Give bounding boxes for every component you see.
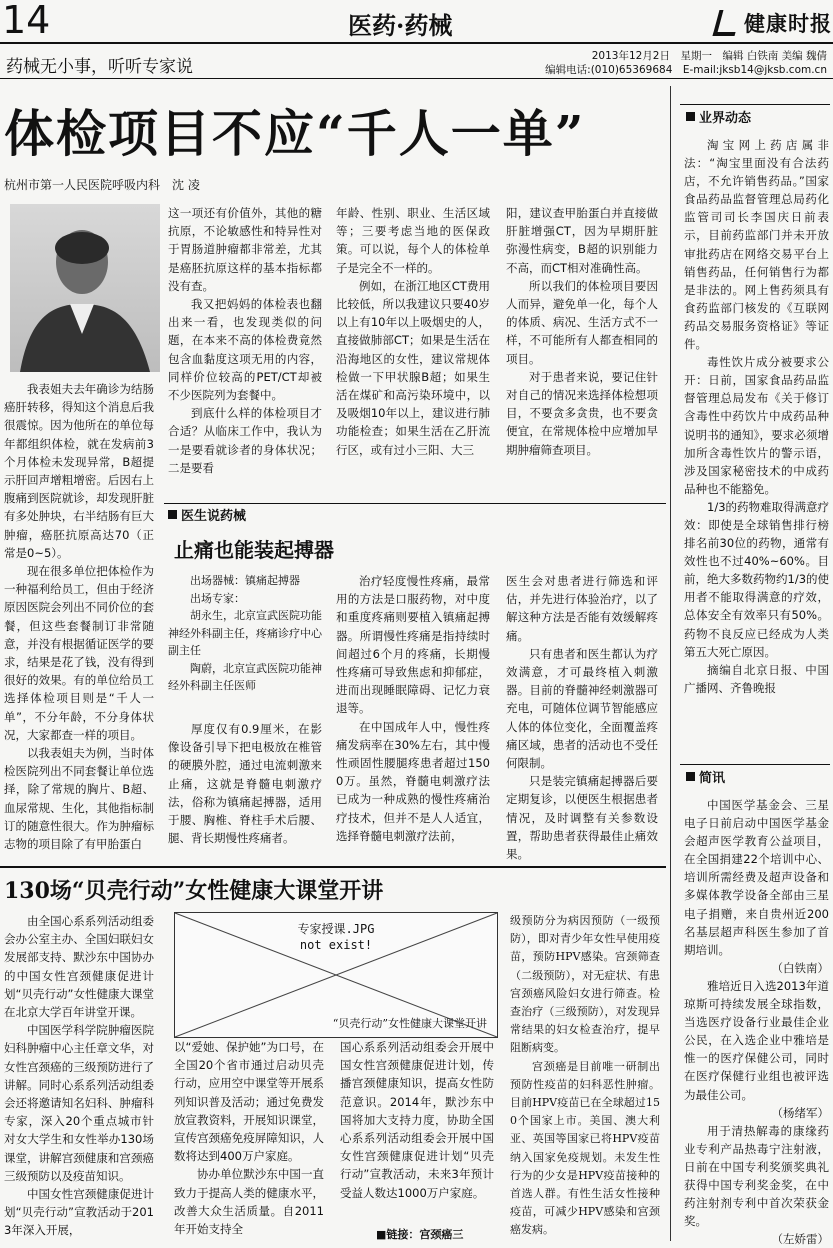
section-square-icon	[686, 112, 695, 121]
industry-item: 淘宝网上药店属非法：“淘宝里面没有合法药店，不允许销售药品。”国家食品药品监督管理总局药化监管司司长李国庆日前表示，目前药监部门并未开放审批药店在网络交易平台上销售药品，任何销售行为都是非法的。网上售药须具有食药监部门核发的《互联网药品交易服务资格证》等证件。	[684, 138, 829, 352]
contact-line: 编辑电话:(010)65369684 E-mail:jksb14@jksb.com.cn	[545, 64, 827, 76]
doctor-paragraph: 在中国成年人中，慢性疼痛发病率在30%左右，其中慢性顽固性腰腿疼患者超过1500万。虽然，脊髓电刺激疗法已成为一种成熟的慢性疼痛治疗技术，但并不是人人适宜，选择脊髓电刺激疗法前，	[336, 719, 490, 843]
doctor-headline: 止痛也能装起搏器	[174, 538, 334, 562]
shell-link-paragraph: 宫颈癌是目前唯一研制出预防性疫苗的妇科恶性肿瘤。目前HPV疫苗已在全球超过150个国家上市。美国、澳大利亚、英国等国家已将HPV疫苗纳入国家免疫规划。未发生性行为的少女是HPV疫苗接种的首选人群。有性生活女性接种疫苗，可减少HPV感染和宫颈癌发病。	[510, 1059, 660, 1237]
author-photo	[10, 204, 160, 372]
shell-column-2	[174, 1038, 324, 1242]
date-line: 2013年12月2日 星期一 编辑 白铁南 美编 魏倩	[591, 50, 827, 62]
link-label: ■链接：宫颈癌三	[376, 1228, 464, 1241]
industry-news	[684, 136, 829, 720]
section-square-icon	[168, 510, 177, 519]
shell-paragraph: 国心系系列活动组委会开展中国女性宫颈健康促进计划，传播宫颈健康知识，提高女性防范意识。2014年，默沙东中国将加大支持力度，协助全国心系系列活动组委会开展中国女性宫颈健康促进计划“贝壳行动”宣教活动，未来3年预计受益人数达1000万户家庭。	[340, 1040, 494, 1200]
lead-column-2	[168, 204, 322, 494]
author-portrait-icon	[10, 204, 160, 372]
brief-item: 雅培近日入选2013年道琼斯可持续发展全球指数，当选医疗设备行业最佳企业公民，在入选企业中雅培是惟一的医疗保健公司，同时在医疗保健行业组也被评选为最佳公司。	[684, 978, 829, 1102]
industry-item: 毒性饮片成分被要求公开：日前，国家食品药品监督管理总局发布《关于修订含毒性中药饮片中成药品种说明书的通知》，要求必须增加所含毒性饮片的警示语，涉及国家秘密技术的中成药品种也不能豁免。	[684, 355, 829, 496]
brief-author: （杨绪军）	[771, 1105, 829, 1120]
missing-photo-text: 专家授课.JPG not exist!	[297, 922, 375, 952]
lead-column-3	[336, 204, 490, 494]
shell-column-4	[510, 912, 660, 1242]
lead-paragraph: 以我表姐夫为例，当时体检医院列出不同套餐让单位选择，除了常规的胸片、B超、血尿常规、生化，其他指标制订的随意性很大。作为肿瘤标志物的项目除了有甲胎蛋白	[4, 746, 154, 852]
news-label	[686, 768, 725, 784]
industry-label	[686, 108, 751, 124]
sidebar-divider	[670, 86, 671, 1241]
brief-item: 用于清热解毒的康缘药业专利产品热毒宁注射液，日前在中国专利奖颁奖典礼获得中国专利奖金奖，在中药注射剂专利中首次荣获金奖。	[684, 1123, 829, 1229]
lead-paragraph: 这一项还有价值外，其他的糖抗原，不论敏感性和特异性对于胃肠道肿瘤都非常差，尤其是癌胚抗原这样的基本指标都没有查。	[168, 206, 322, 293]
masthead-rule	[0, 42, 833, 44]
doctor-paragraph: 只有患者和医生都认为疗效满意，才可最终植入刺激器。目前的脊髓神经刺激器可充电，可随体位调节智能感应人体的体位变化，全面覆盖疼痛区域，患者的活动也不受任何限制。	[506, 646, 658, 771]
device-line: 胡永生，北京宣武医院功能神经外科副主任，疼痛诊疗中心副主任	[168, 609, 322, 657]
logo-mark-icon	[713, 10, 742, 36]
brief-item: 中国医学基金会、三星电子日前启动中国医学基金会超声医学教育公益项目，在全国捐建22个培训中心、培训所需经费及超声设备和多媒体教学设备全部由三星电子捐赠，来自贵州近200名基层超声科医生参加了首期培训。	[684, 798, 829, 957]
doctor-paragraph: 厚度仅有0.9厘米，在影像设备引导下把电极放在椎管的硬膜外腔，通过电流刺激来止痛，这就是脊髓电刺激疗法，俗称为镇痛起搏器，适用于腰、胸椎、脊柱手术后腰、腿、背长期慢性疼痛者。	[168, 722, 322, 846]
doctor-paragraph: 医生会对患者进行筛选和评估，并先进行体验治疗，以了解这种方法是否能有效缓解疼痛。	[506, 574, 658, 643]
industry-item: 1/3的药物难取得满意疗效：即使是全球销售排行榜排名前30位的药物，通常有效性也不过40%~60%。目前，绝大多数药物约1/3的使用者不能取得满意的疗效，总体安全有效率只有50%。药物不良反应已经成为人类第五大死亡原因。	[684, 499, 830, 659]
lead-paragraph: 年龄、性别、职业、生活区域等；三要考虑当地的医保政策。可以说，每个人的体检单子是完全不一样的。	[336, 206, 490, 275]
lead-paragraph: 例如，在浙江地区CT费用比较低，所以我建议只要40岁以上有10年以上吸烟史的人，直接做肺部CT；如果是生活在沿海地区的女性，建议常规体检做一下甲状腺B超；如果生活在煤矿和高污染环境中，以及吸烟10年以上，建议进行肺功能检查；如果生活在乙肝流行区，或有过小三阳、大三	[336, 278, 490, 457]
industry-label-text: 业界动态	[699, 110, 752, 126]
section-title: 医药·药械	[348, 11, 453, 40]
shell-paragraph: 中国女性宫颈健康促进计划“贝壳行动”宣教活动于2013年深入开展，	[4, 1187, 154, 1238]
shell-section-rule	[0, 866, 666, 868]
doctor-column-3	[506, 572, 658, 862]
shell-column-1	[4, 912, 154, 1242]
shell-paragraph: 协办单位默沙东中国一直致力于提高人类的健康水平，改善大众生活质量。自2011年开始支持全	[174, 1167, 324, 1237]
missing-photo-frame	[174, 912, 498, 1038]
industry-source: 摘编自北京日报、中国广播网、齐鲁晚报	[684, 662, 829, 695]
doctor-paragraph: 治疗轻度慢性疼痛，最常用的方法是口服药物，对中度和重度疼痛则要植入镇痛起搏器。所谓慢性疼痛是指持续时间超过6个月的疼痛，长期慢性疼痛可导致焦虑和抑郁症，进而出现睡眠障碍、记忆力衰退等。	[336, 574, 490, 716]
newspaper-logo	[716, 8, 832, 38]
doctor-section-label-text: 医生说药械	[181, 508, 247, 524]
lead-column-4	[506, 204, 658, 494]
device-line: 陶蔚，北京宣武医院功能神经外科副主任医师	[168, 661, 322, 692]
lead-paragraph: 我又把妈妈的体检表也翻出来一看，也发现类似的问题，在本来不高的体检费竟然包含血黏度这项无用的内容，同样价位较高的PET/CT却被不少医院列为套餐中。	[168, 297, 322, 403]
doctor-paragraph: 只是装完镇痛起搏器后要定期复诊，以便医生根据患者情况，及时调整有关参数设置，帮助患者获得最佳止痛效果。	[506, 774, 658, 862]
shell-paragraph: 以“爱她、保护她”为口号，在全国20个省市通过启动贝壳行动，应用空中课堂等开展系列知识普及活动；通过免费发放宣教资料，开展知识课堂，宣传宫颈癌免疫屏障知识，人数将达到400万户家庭。	[174, 1040, 324, 1164]
shell-paragraph: 中国医学科学院肿瘤医院妇科肿瘤中心主任章文华，对女性宫颈癌的三级预防进行了讲解。同时心系系列活动组委会还将邀请知名妇科、肿瘤科专家，深入20个重点城市针对女大学生和女性举办130场课堂，讲解宫颈健康和宫颈癌三级预防以及疫苗知识。	[4, 1023, 154, 1183]
shell-column-3	[340, 1038, 494, 1224]
brief-author: （白铁南）	[771, 960, 829, 975]
logo-text: 健康时报	[744, 11, 832, 36]
lead-paragraph: 对于患者来说，要记住针对自己的情况来选择体检想项目，不要贪多贪贵，也不要贪便宜，在常规体检中应增加早期肿瘤筛查项目。	[506, 369, 658, 457]
lead-paragraph: 我表姐夫去年确诊为结肠癌肝转移，得知这个消息后我很震惊。因为他所在的单位每年都组织体检，就在发病前3个月体检未发现异常，B超提示肝回声增粗增密。后因右上腹痛到医院就诊，却发现肝脏有多处肿块，右半结肠有巨大肿瘤，癌胚抗原高达70（正常是0~5）。	[4, 382, 154, 560]
shell-link-paragraph: 级预防分为病因预防（一级预防），即对青少年女性早使用疫苗，预防HPV感染。宫颈筛查（二级预防），对无症状、有患宫颈癌风险妇女进行筛查。检查治疗（三级预防），对发现异常结果的妇女检查治疗，提早阻断病变。	[510, 914, 660, 1055]
brief-news	[684, 796, 829, 1247]
lead-paragraph: 所以我们的体检项目要因人而异，避免单一化，每个人的体质、病况、生活方式不一样，不可能所有人都查相同的项目。	[506, 278, 658, 366]
lead-paragraph: 阳，建议查甲胎蛋白并直接做肝脏增强CT，因为早期肝脏弥漫性病变，B超的识别能力不高，而CT相对准确性高。	[506, 206, 658, 275]
device-line: 出场专家：	[190, 591, 245, 605]
doctor-section-label	[168, 506, 246, 522]
doctor-column-1	[168, 720, 322, 860]
doctor-column-2	[336, 572, 490, 862]
device-line: 出场器械：镇痛起搏器	[190, 574, 300, 587]
shell-paragraph: 由全国心系系列活动组委会办公室主办、全国妇联妇女发展部支持、默沙东中国协办的中国女性宫颈健康促进计划“贝壳行动”女性健康大课堂在北京大学百年讲堂开课。	[4, 914, 154, 1020]
lead-paragraph: 到底什么样的体检项目才合适？从临床工作中，我认为一是要看就诊者的身体状况；二是要看	[168, 406, 322, 475]
lead-byline: 杭州市第一人民医院呼吸内科 沈 凌	[4, 178, 200, 192]
slogan: 药械无小事，听听专家说	[6, 57, 193, 77]
page-number: 14	[2, 0, 51, 42]
lead-headline: 体检项目不应“千人一单”	[4, 104, 586, 163]
section-square-icon	[686, 772, 695, 781]
brief-author: （左娇雷）	[771, 1232, 829, 1247]
shell-headline: 130场“贝壳行动”女性健康大课堂开讲	[4, 878, 384, 904]
masthead-rule-2	[0, 78, 833, 79]
doctor-device-box	[168, 572, 322, 692]
lead-paragraph: 现在很多单位把体检作为一种福利给员工，但由于经济原因医院会列出不同价位的套餐，但这些套餐制订非常随意，并没有根据循证医学的要求，结果是花了钱，没有得到很好的效果。有的单位给员工选择体检项目则是“千人一单”，不分年龄，不分身体状况，大家都查一样的项目。	[4, 564, 154, 742]
sidebar-top-rule	[680, 104, 830, 105]
photo-caption: “贝壳行动”女性健康大课堂开讲	[332, 1017, 487, 1030]
news-section-rule	[680, 764, 830, 765]
news-label-text: 简讯	[699, 770, 726, 786]
